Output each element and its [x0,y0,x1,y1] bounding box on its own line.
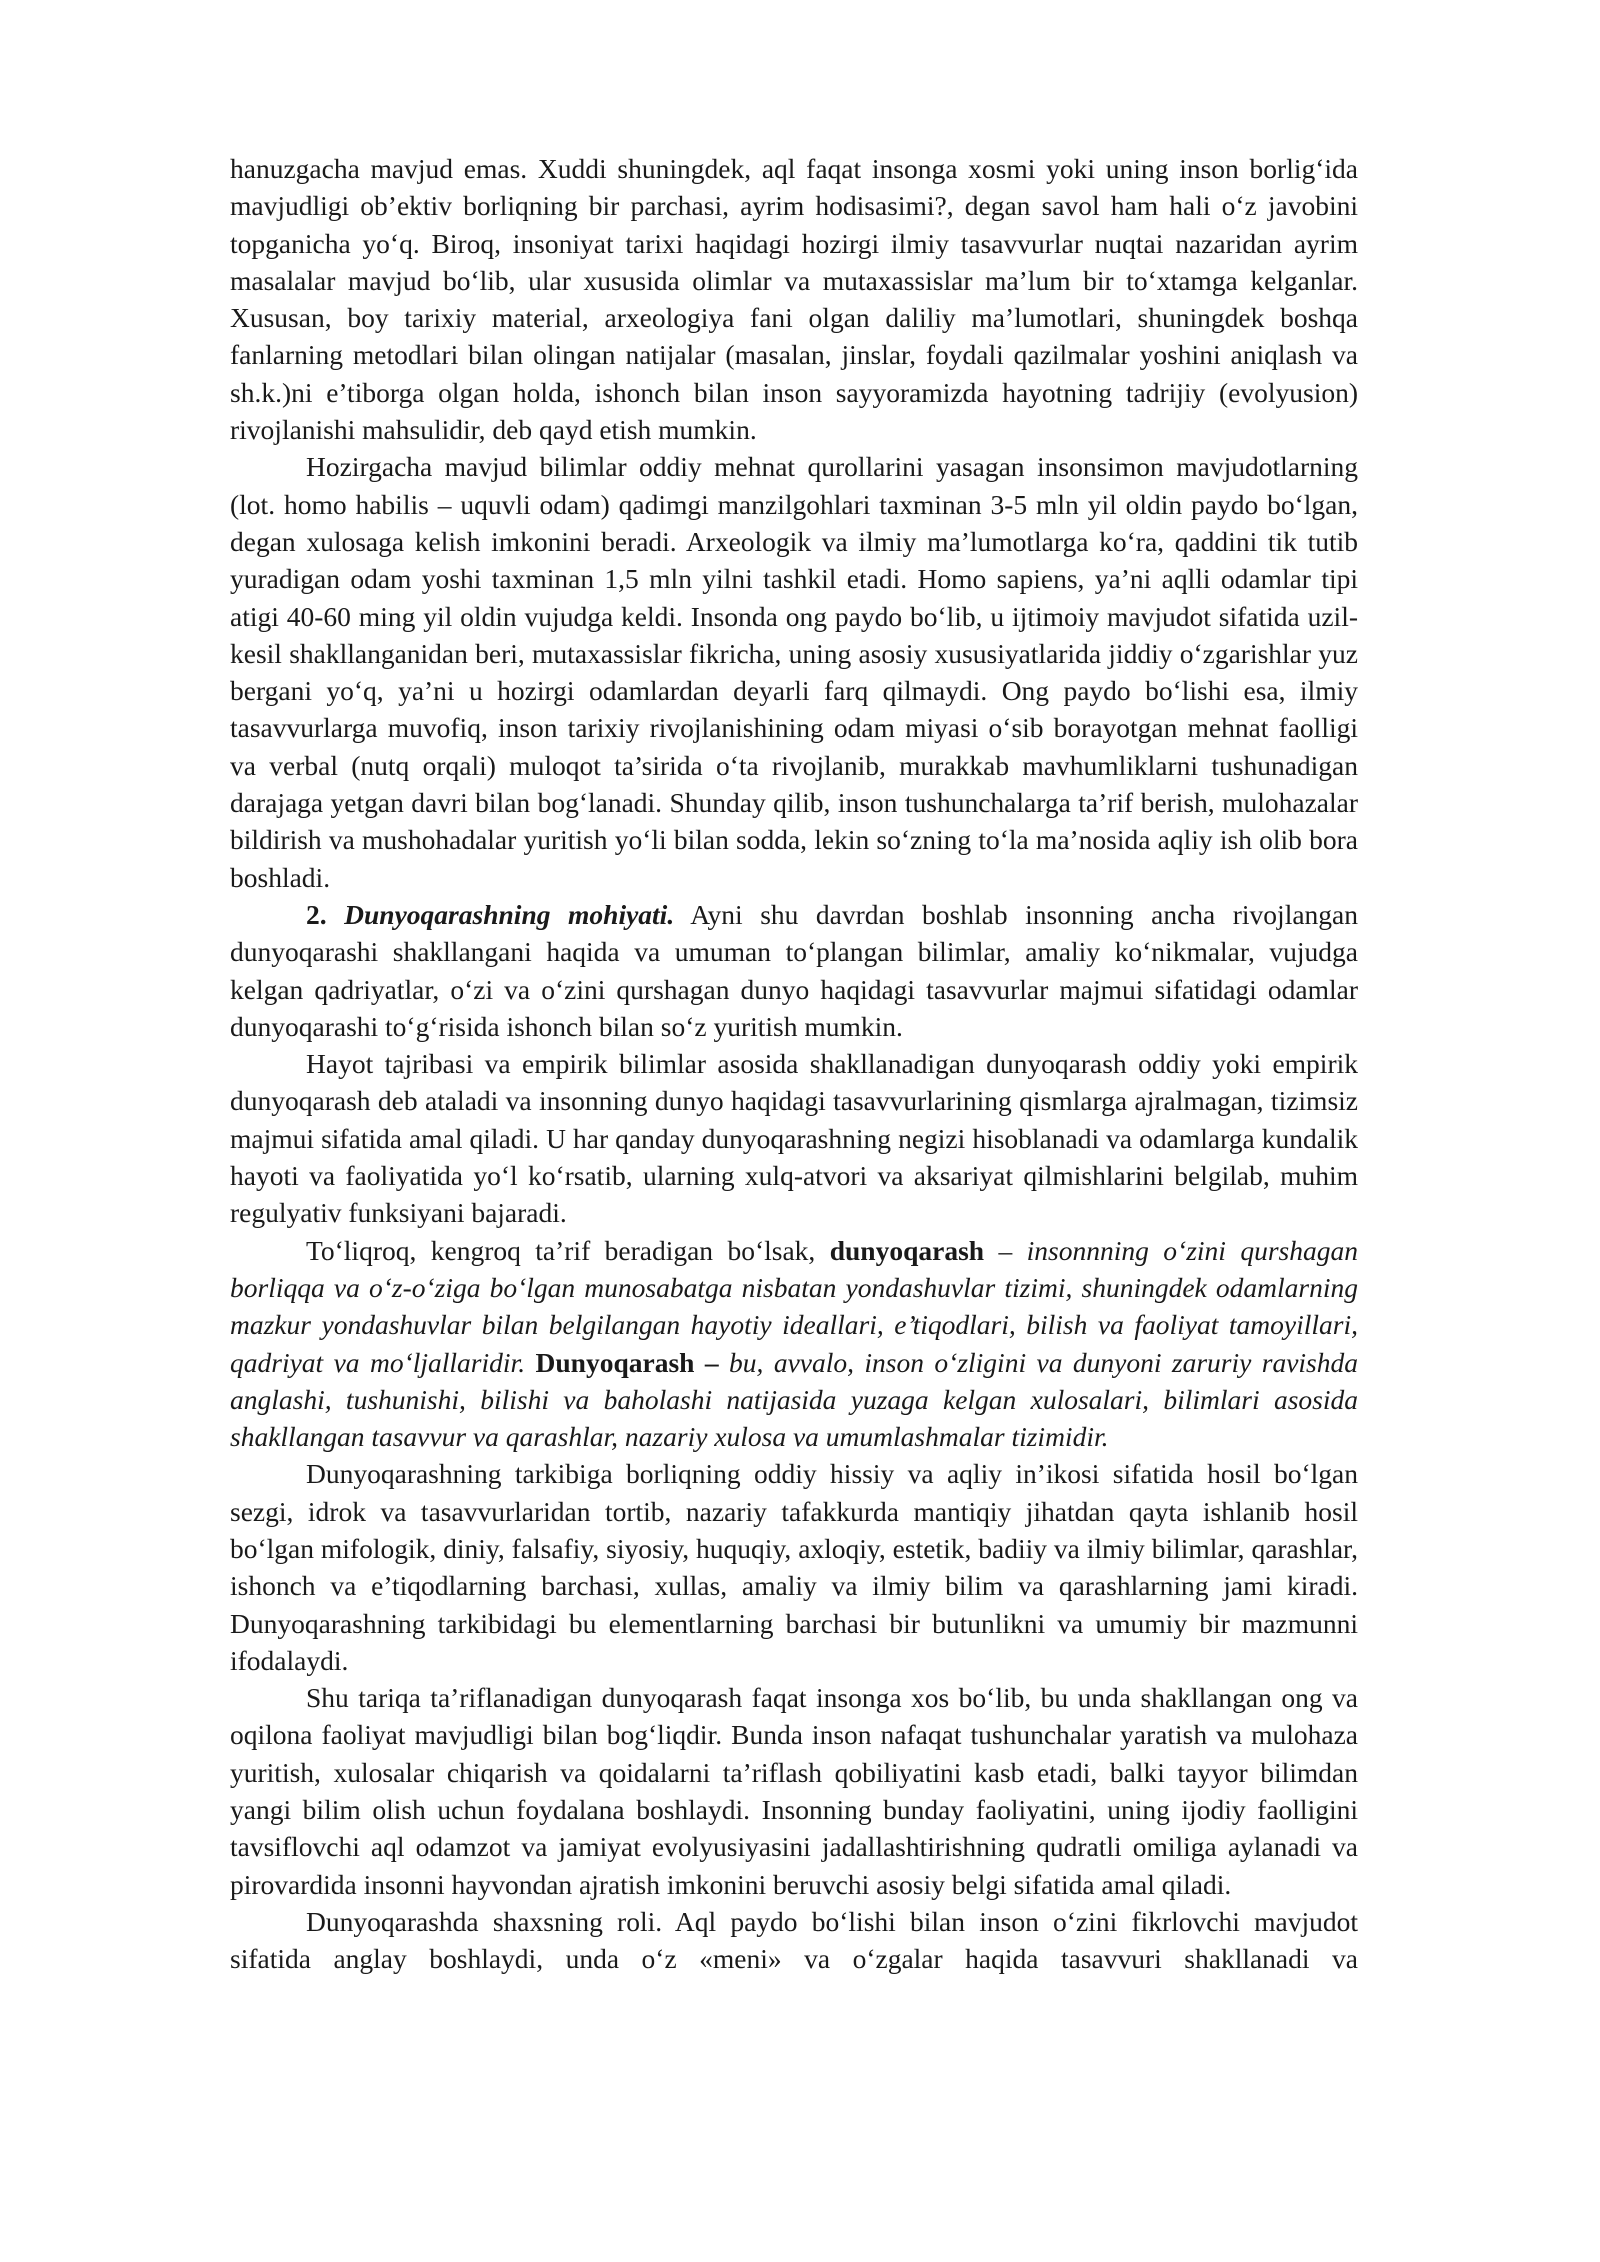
paragraph-intro: hanuzgacha mavjud emas. Xuddi shuningdek, aql faqat insonga xosmi yoki uning inson borlig‘ida mavjudligi ob’ektiv borliqning bir parchasi, ayrim hodisasimi?, degan savol ham hali o‘z javobini topganicha yo‘q. Biroq, insoniyat tarixi haqidagi hozirgi ilmiy tasavvurlar nuqtai nazaridan ayrim masalalar mavjud bo‘lib, ular xususida olimlar va mutaxassislar ma’lum bir to‘xtamga kelganlar. Xususan, boy tarixiy material, arxeologiya fani olgan daliliy ma’lumotlari, shuningdek boshqa fanlarning metodlari bilan olingan natijalar (masalan, jinslar, foydali qazilmalar yoshini aniqlash va sh.k.)ni e’tiborga olgan holda, ishonch bilan inson sayyoramizda hayotning tadrijiy (evolyusion) rivojlanishi mahsulidir, deb qayd etish mumkin. [230,153,1358,446]
definition-text-2: bu, avvalo, inson o‘zligini va dunyoni zaruriy ravishda anglashi, tushunishi, bilishi va baholashi natijasida yuzaga kelgan xulosalari, bilimlari asosida shakllangan tasavvur va qarashlar, nazariy xulosa va umumlashmalar tizimidir. [230,1346,1358,1453]
section-text: Ayni shu davrdan boshlab insonning ancha rivojlangan dunyoqarashi shakllangani haqida va umuman to‘plangan bilimlar, amaliy ko‘nikmalar, vujudga kelgan qadriyatlar, o‘zi va o‘zini qurshagan dunyo haqidagi tasavvurlar majmui sifatidagi odamlar dunyoqarashi to‘g‘risida ishonch bilan so‘z yuritish mumkin. [230,898,1358,1042]
paragraph-definition [230,1232,1358,1456]
paragraph-empirical-worldview: Hayot tajribasi va empirik bilimlar asosida shakllanadigan dunyoqarash oddiy yoki empirik dunyoqarash deb ataladi va insonning dunyo haqidagi tasavvurlarining qismlarga ajralmagan, tizimsiz majmui sifatida amal qiladi. U har qanday dunyoqarashning negizi hisoblanadi va odamlarga kundalik hayoti va faoliyatida yo‘l ko‘rsatib, ularning xulq-atvori va aksariyat qilmishlarini belgilab, muhim regulyativ funksiyani bajaradi. [230,1048,1358,1229]
definition-lead: To‘liqroq, kengroq ta’rif beradigan bo‘lsak, [306,1234,830,1266]
paragraph-worldview-composition: Dunyoqarashning tarkibiga borliqning oddiy hissiy va aqliy in’ikosi sifatida hosil bo‘lgan sezgi, idrok va tasavvurlaridan tortib, nazariy tafakkurda mantiqiy jihatdan qayta ishlanib hosil bo‘lgan mifologik, diniy, falsafiy, siyosiy, huquqiy, axloqiy, estetik, badiiy va ilmiy bilimlar, qarashlar, ishonch va e’tiqodlarning barchasi, xullas, amaliy va ilmiy bilim va qarashlarning jami kiradi. Dunyoqarashning tarkibidagi bu elementlarning barchasi bir butunlikni va umumiy bir mazmunni ifodalaydi. [230,1458,1358,1676]
document-page [230,150,1358,1978]
section-heading: Dunyoqarashning mohiyati. [344,898,675,930]
paragraph-section-2 [230,896,1358,1045]
definition-term-2: Dunyoqarash – [525,1346,719,1378]
definition-term-1: dunyoqarash [829,1234,985,1266]
paragraph-role-of-person: Dunyoqarashda shaxsning roli. Aql paydo bo‘lishi bilan inson o‘zini fikrlovchi mavjudot sifatida anglay boshlaydi, unda o‘z «meni» va o‘zgalar haqida tasavvuri shakllanadi va [230,1905,1358,1975]
definition-text-1: – insonnning o‘zini qurshagan borliqqa va o‘z-o‘ziga bo‘lgan munosabatga nisbatan yondashuvlar tizimi, shuningdek odamlarning mazkur yondashuvlar bilan belgilangan hayotiy ideallari, e’tiqodlari, bilish va faoliyat tamoyillari, qadriyat va mo‘ljallaridir. [230,1234,1358,1378]
paragraph-human-specific: Shu tariqa ta’riflanadigan dunyoqarash faqat insonga xos bo‘lib, bu unda shakllangan ong va oqilona faoliyat mavjudligi bilan bog‘liqdir. Bunda inson nafaqat tushunchalar yaratish va mulohaza yuritish, xulosalar chiqarish va qoidalarni ta’riflash qobiliyatini kasb etadi, balki tayyor bilimdan yangi bilim olish uchun foydalana boshlaydi. Insonning bunday faoliyatini, uning ijodiy faolligini tavsiflovchi aql odamzot va jamiyat evolyusiyasini jadallashtirishning qudratli omiliga aylanadi va pirovardida insonni hayvondan ajratish imkonini beruvchi asosiy belgi sifatida amal qiladi. [230,1682,1358,1900]
section-number: 2. [306,898,327,930]
paragraph-human-origins: Hozirgacha mavjud bilimlar oddiy mehnat qurollarini yasagan insonsimon mavjudotlarning (lot. homo habilis – uquvli odam) qadimgi manzilgohlari taxminan 3-5 mln yil oldin paydo bo‘lgan, degan xulosaga kelish imkonini beradi. Arxeologik va ilmiy ma’lumotlarga ko‘ra, qaddini tik tutib yuradigan odam yoshi taxminan 1,5 mln yilni tashkil etadi. Homo sapiens, ya’ni aqlli odamlar tipi atigi 40-60 ming yil oldin vujudga keldi. Insonda ong paydo bo‘lib, u ijtimoiy mavjudot sifatida uzil-kesil shakllanganidan beri, mutaxassislar fikricha, uning asosiy xususiyatlarida jiddiy o‘zgarishlar yuz bergani yo‘q, ya’ni u hozirgi odamlardan deyarli farq qilmaydi. Ong paydo bo‘lishi esa, ilmiy tasavvurlarga muvofiq, inson tarixiy rivojlanishining odam miyasi o‘sib borayotgan mehnat faolligi va verbal (nutq orqali) muloqot ta’sirida o‘ta rivojlanib, murakkab mavhumliklarni tushunadigan darajaga yetgan davri bilan bog‘lanadi. Shunday qilib, inson tushunchalarga ta’rif berish, mulohazalar bildirish va mushohadalar yuritish yo‘li bilan sodda, lekin so‘zning to‘la ma’nosida aqliy ish olib bora boshladi. [230,451,1358,893]
